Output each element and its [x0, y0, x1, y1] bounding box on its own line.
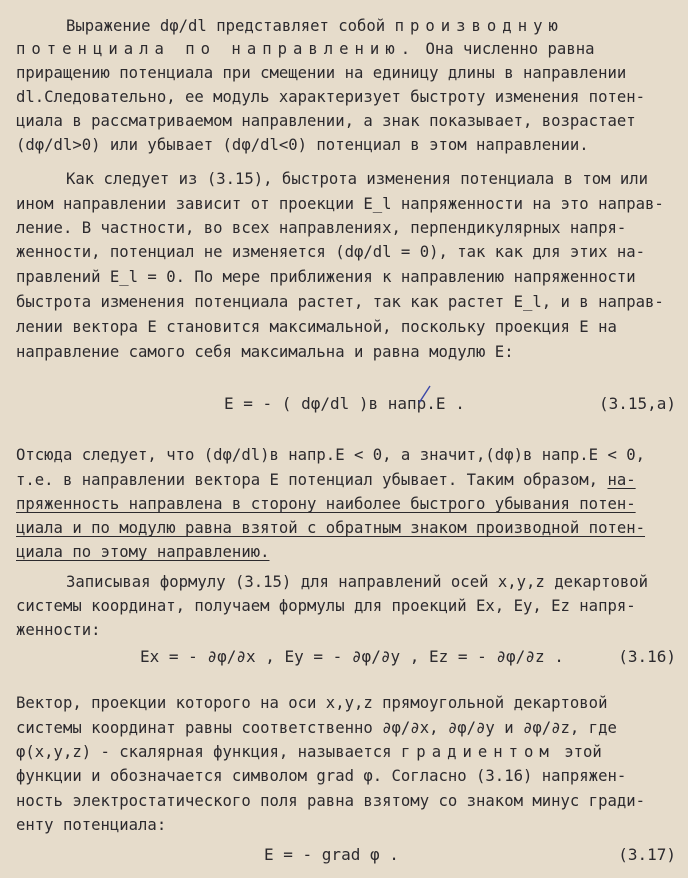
text-line: ление. В частности, во всех направлениях, перпендикулярных напря- — [16, 219, 627, 237]
text-line: φ(x,y,z) - скалярная функция, называется градиентом этой — [16, 743, 602, 761]
formula-3-16 — [16, 642, 684, 672]
text-line: лении вектора E становится максимальной, поскольку проекция E на — [16, 318, 617, 336]
text-line: системы координат равны соответственно ∂φ/∂x, ∂φ/∂y и ∂φ/∂z, где — [16, 719, 617, 737]
text-line: Отсюда следует, что (dφ/dl)в напр.E < 0, а значит,(dφ)в напр.E < 0, — [16, 446, 646, 464]
text-line: ность электростатического поля равна взятому со знаком минус гради- — [16, 792, 646, 810]
text-line: dl.Следовательно, ее модуль характеризует быстроту изменения потен- — [16, 88, 646, 106]
text-line-underlined: циала по этому направлению. — [16, 543, 270, 561]
text-line-underlined: циала и по модулю равна взятой с обратным знаком производной потен- — [16, 519, 646, 537]
text-line: ином направлении зависит от проекции E_l напряженности на это направ- — [16, 195, 664, 213]
text-line: приращению потенциала при смещении на единицу длины в направлении — [16, 64, 627, 82]
text-line: циала в рассматриваемом направлении, а знак показывает, возрастает — [16, 112, 636, 130]
text-line: потенциала по направлению. Она численно равна — [16, 40, 595, 58]
pencil-mark — [418, 384, 432, 404]
text-line: направление самого себя максимальна и равна модулю E: — [16, 343, 514, 361]
text-line: т.е. в направлении вектора E потенциал убывает. Таким образом, на- — [16, 471, 636, 489]
text-line-underlined: пряженность направлена в сторону наиболее быстрого убывания потен- — [16, 495, 636, 513]
text-line: системы координат, получаем формулы для проекций Ex, Ey, Ez напря- — [16, 597, 636, 615]
formula-expression: E = - grad φ . — [264, 845, 399, 864]
text-line: Записывая формулу (3.15) для направлений осей x,y,z декартовой — [66, 573, 649, 591]
formula-number: (3.16) — [618, 647, 676, 666]
text-line: правлений E_l = 0. По мере приближения к направлению напряженности — [16, 268, 636, 286]
formula-3-17 — [16, 840, 684, 870]
formula-number: (3.15,а) — [598, 394, 676, 413]
formula-number: (3.17) — [618, 845, 676, 864]
text-line: (dφ/dl>0) или убывает (dφ/dl<0) потенциал в этом направлении. — [16, 136, 589, 154]
formula-expression: E = - ( dφ/dl )в напр.E . — [224, 394, 465, 413]
text-line: Вектор, проекции которого на оси x,y,z прямоугольной декартовой — [16, 694, 608, 712]
text-line: женности: — [16, 621, 101, 639]
formula-expression: Ex = - ∂φ/∂x , Ey = - ∂φ/∂y , Ez = - ∂φ/∂z . — [140, 647, 564, 666]
text-line: функции и обозначается символом grad φ. Согласно (3.16) напряжен- — [16, 767, 627, 785]
text-line: Как следует из (3.15), быстрота изменения потенциала в том или — [66, 170, 649, 188]
text-line: быстрота изменения потенциала растет, так как растет E_l, и в направ- — [16, 293, 664, 311]
text-line: енту потенциала: — [16, 816, 167, 834]
text-line: женности, потенциал не изменяется (dφ/dl = 0), так как для этих на- — [16, 243, 646, 261]
text-line: Выражение dφ/dl представляет собой производную — [66, 17, 564, 35]
formula-3-15a — [16, 389, 684, 419]
